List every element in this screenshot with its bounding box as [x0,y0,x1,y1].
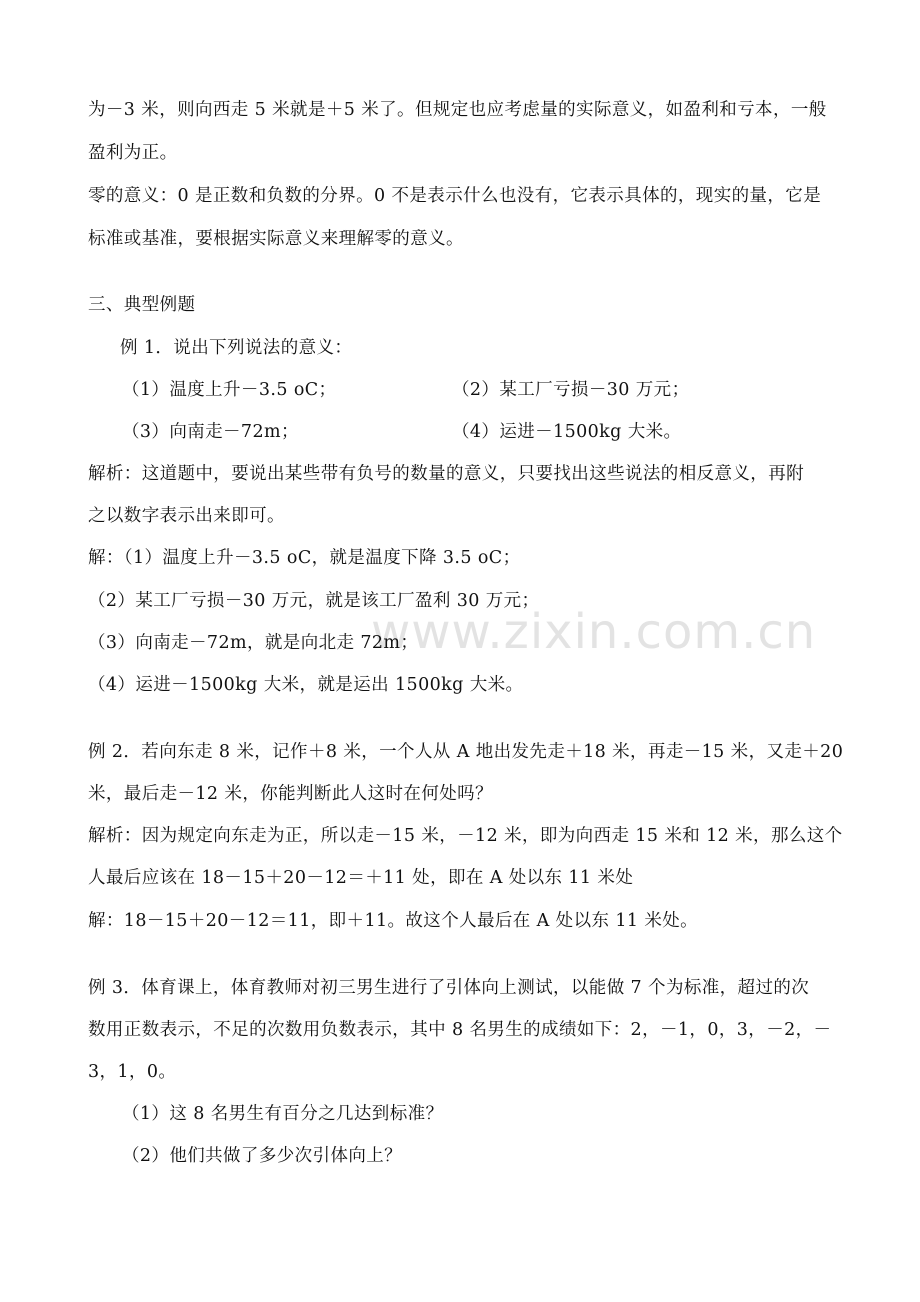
analysis-line: 解析：这道题中，要说出某些带有负号的数量的意义，只要找出这些说法的相反意义，再附 [88,464,804,484]
example-item: （2）某工厂亏损－30 万元； [452,380,690,400]
analysis-line: 人最后应该在 18－15＋20－12＝＋11 处，即在 A 处以东 11 米处 [88,868,634,888]
solution-line: （3）向南走－72m，就是向北走 72m； [88,633,419,653]
paragraph-line: 3，1，0。 [88,1062,177,1082]
example-title: 例 1．说出下列说法的意义： [120,338,353,358]
example-title: 例 3．体育课上，体育教师对初三男生进行了引体向上测试，以能做 7 个为标准，超过的次 [88,978,810,998]
paragraph-line: 为－3 米，则向西走 5 米就是＋5 米了。但规定也应考虑量的实际意义，如盈利和亏本，一般 [88,100,827,120]
paragraph-line: 米，最后走－12 米，你能判断此人这时在何处吗？ [88,784,493,804]
example-item: （1）温度上升－3.5 oC； [122,380,337,400]
paragraph-line: 盈利为正。 [88,143,178,163]
analysis-line: 解析：因为规定向东走为正，所以走－15 米，－12 米，即为向西走 15 米和 12 米，那么这个 [88,826,843,846]
paragraph-line: 零的意义：0 是正数和负数的分界。0 不是表示什么也没有，它表示具体的，现实的量，它是 [88,186,822,206]
paragraph-line: 标准或基准，要根据实际意义来理解零的意义。 [88,229,464,249]
question-item: （1）这 8 名男生有百分之几达到标准？ [122,1104,444,1124]
solution-line: （2）某工厂亏损－30 万元，就是该工厂盈利 30 万元； [88,591,540,611]
section-heading: 三、典型例题 [88,295,196,315]
question-item: （2）他们共做了多少次引体向上？ [122,1146,403,1166]
solution-line: （4）运进－1500kg 大米，就是运出 1500kg 大米。 [88,675,524,695]
analysis-line: 之以数字表示出来即可。 [88,506,285,526]
example-item: （3）向南走－72m； [122,422,299,442]
paragraph-line: 数用正数表示，不足的次数用负数表示，其中 8 名男生的成绩如下：2，－1，0，3，－2，－ [88,1020,832,1040]
solution-line: 解：（1）温度上升－3.5 oC，就是温度下降 3.5 oC； [88,548,521,568]
watermark: www.zixin.com.cn [371,604,817,660]
example-item: （4）运进－1500kg 大米。 [452,422,682,442]
solution-line: 解：18－15＋20－12＝11，即＋11。故这个人最后在 A 处以东 11 米处。 [88,911,699,931]
example-title: 例 2．若向东走 8 米，记作＋8 米，一个人从 A 地出发先走＋18 米，再走－15 米，又走＋20 [88,742,844,762]
